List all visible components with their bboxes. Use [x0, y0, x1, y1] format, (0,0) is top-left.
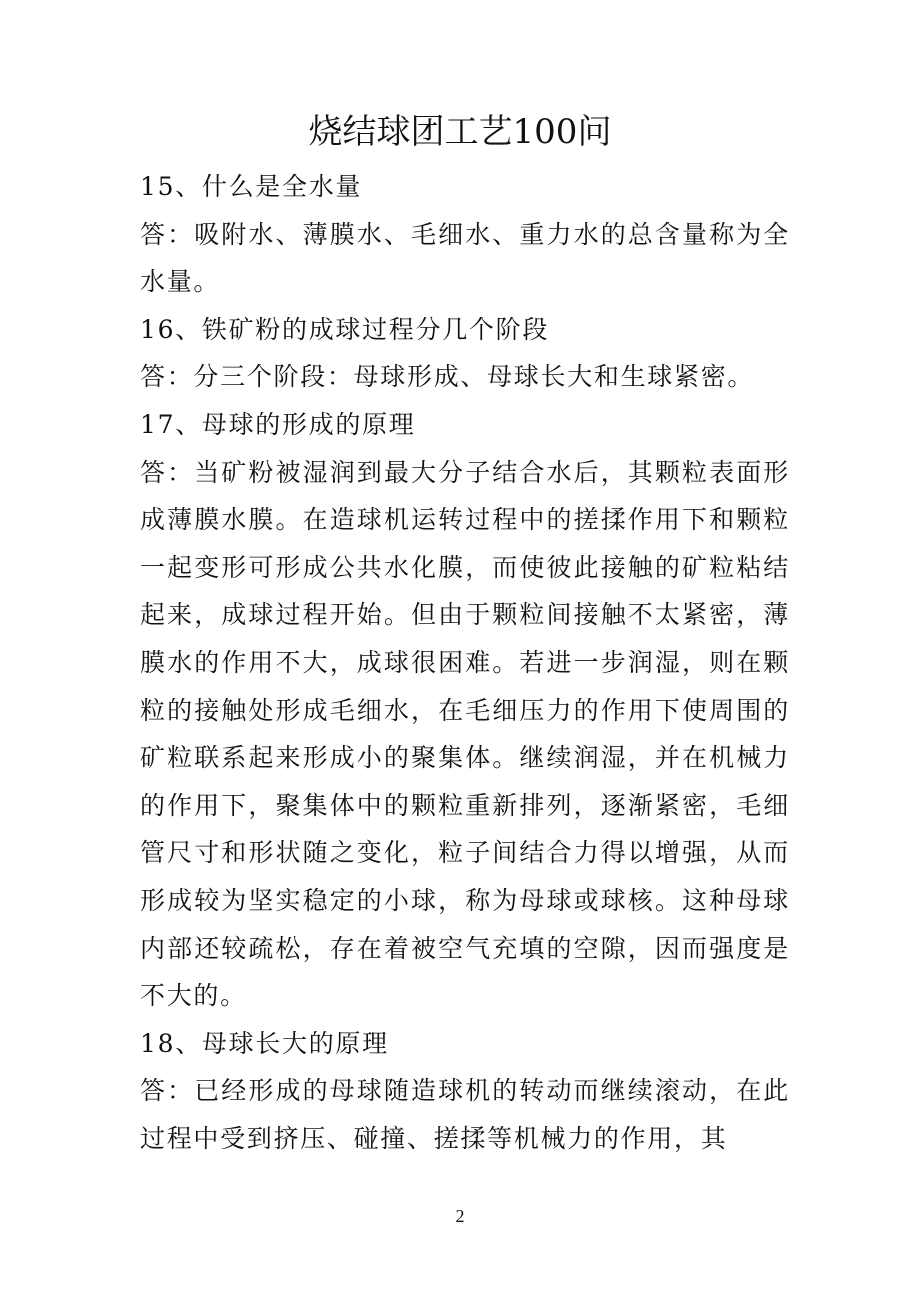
- document-title: 烧结球团工艺100问: [308, 112, 612, 152]
- answer-16: 答：分三个阶段：母球形成、母球长大和生球紧密。: [140, 362, 755, 392]
- question-16: 16、铁矿粉的成球过程分几个阶段: [140, 314, 550, 344]
- answer-18: 答：已经形成的母球随造球机的转动而继续滚动，在此过程中受到挤压、碰撞、搓揉等机械力的作用，其: [140, 1076, 790, 1153]
- question-17: 17、母球的形成的原理: [140, 409, 416, 439]
- qa-content: [140, 163, 790, 1162]
- answer-17: 答：当矿粉被湿润到最大分子结合水后，其颗粒表面形成薄膜水膜。在造球机运转过程中的搓揉作用下和颗粒一起变形可形成公共水化膜，而使彼此接触的矿粒粘结起来，成球过程开始。但由于颗粒间接触不太紧密，薄膜水的作用不大，成球很困难。若进一步润湿，则在颗粒的接触处形成毛细水，在毛细压力的作用下使周围的矿粒联系起来形成小的聚集体。继续润湿，并在机械力的作用下，聚集体中的颗粒重新排列，逐渐紧密，毛细管尺寸和形状随之变化，粒子间结合力得以增强，从而形成较为坚实稳定的小球，称为母球或球核。这种母球内部还较疏松，存在着被空气充填的空隙，因而强度是不大的。: [140, 457, 790, 1011]
- question-18: 18、母球长大的原理: [140, 1028, 389, 1058]
- page-number: 2: [455, 1206, 465, 1226]
- question-15: 15、什么是全水量: [140, 172, 363, 201]
- answer-15: 答：吸附水、薄膜水、毛细水、重力水的总含量称为全水量。: [140, 219, 790, 297]
